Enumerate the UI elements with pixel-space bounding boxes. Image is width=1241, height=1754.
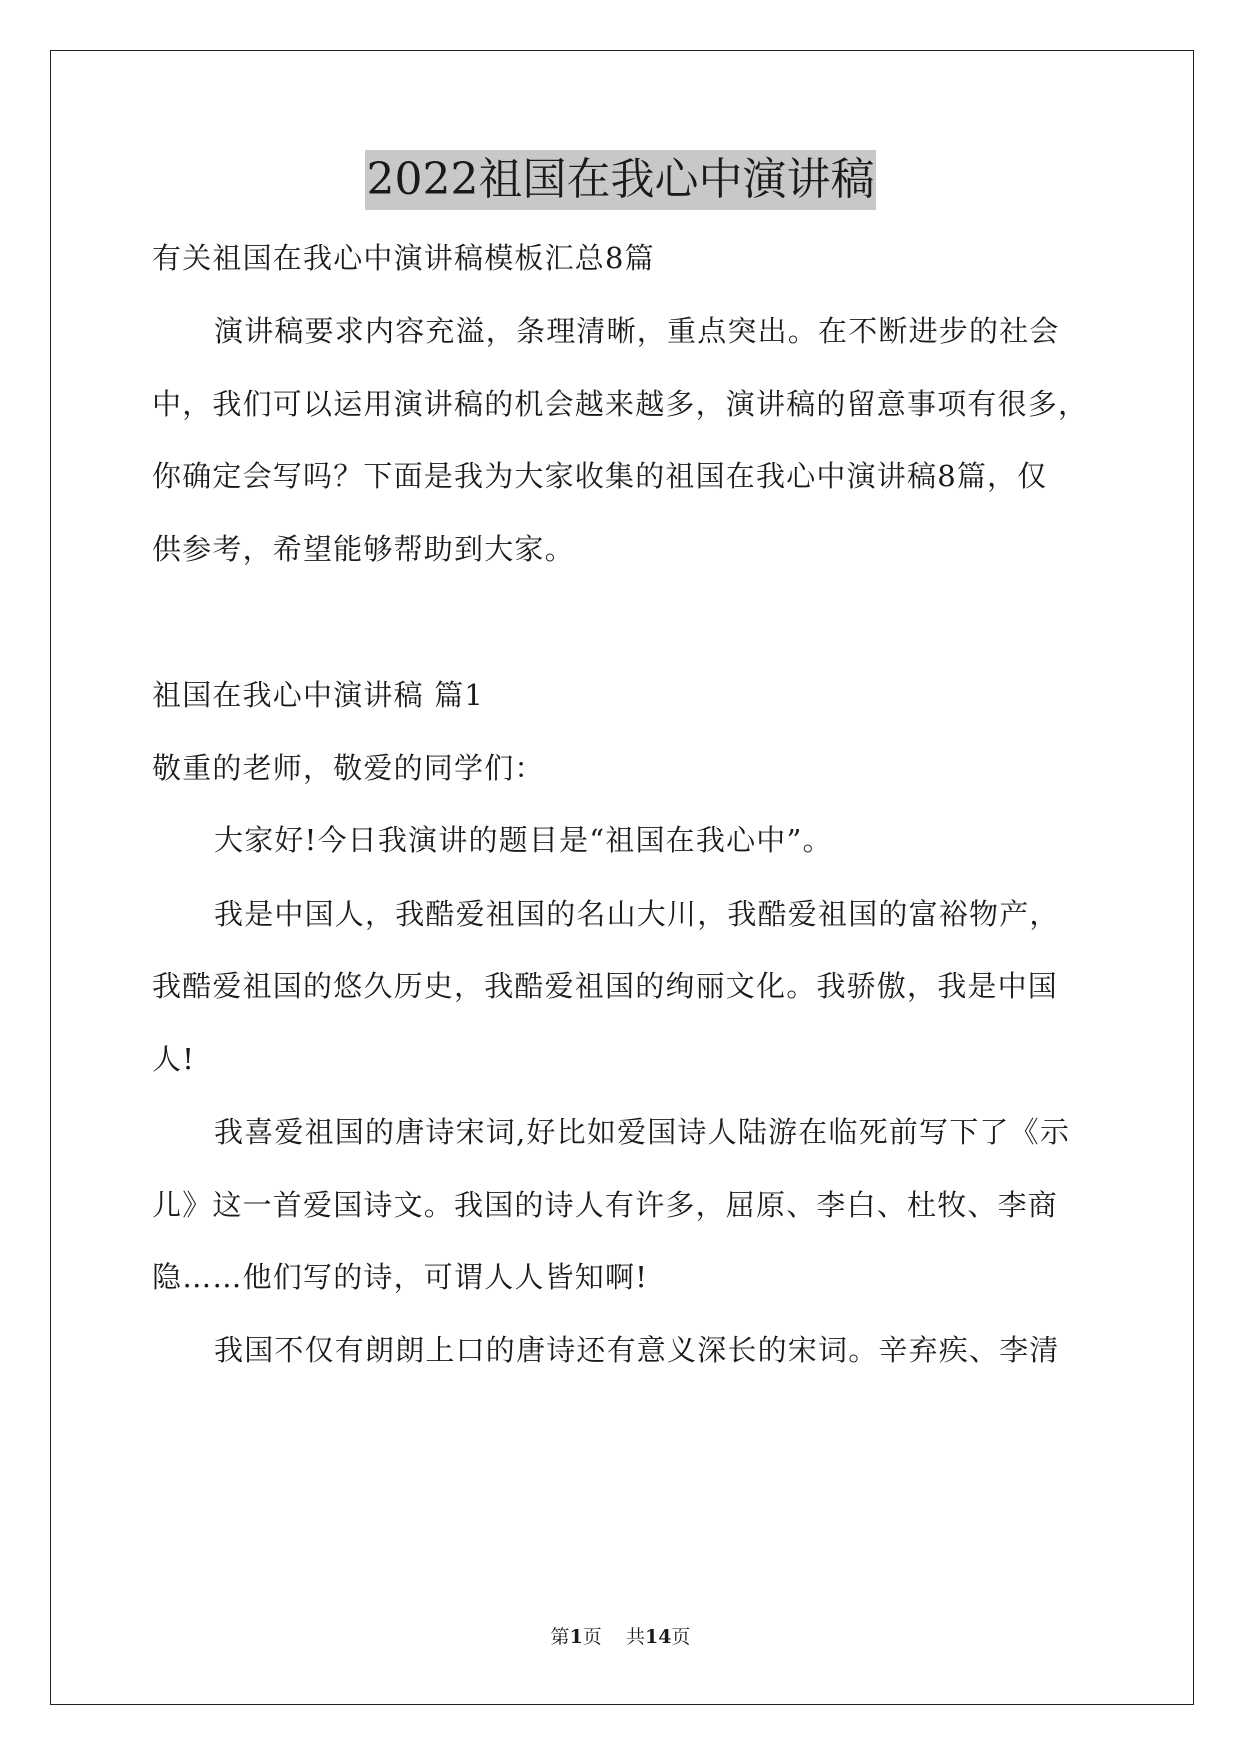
- footer-page-total: 14: [644, 1626, 672, 1648]
- footer-page-current: 1: [569, 1626, 583, 1648]
- document-subtitle: 有关祖国在我心中演讲稿模板汇总8篇: [152, 241, 655, 275]
- document-title: 2022祖国在我心中演讲稿: [365, 150, 877, 210]
- paragraph-line: 我国不仅有朗朗上口的唐诗还有意义深长的宋词。辛弃疾、李清: [214, 1333, 1060, 1367]
- paragraph-line: 大家好!今日我演讲的题目是“祖国在我心中”。: [214, 823, 833, 857]
- paragraph-line: 中，我们可以运用演讲稿的机会越来越多，演讲稿的留意事项有很多，: [152, 387, 1089, 421]
- paragraph-line: 供参考，希望能够帮助到大家。: [152, 532, 575, 566]
- paragraph-line: 隐……他们写的诗，可谓人人皆知啊!: [152, 1260, 649, 1294]
- footer-suffix: 页: [671, 1626, 691, 1648]
- paragraph-line: 演讲稿要求内容充溢，条理清晰，重点突出。在不断进步的社会: [214, 314, 1060, 348]
- paragraph-line: 我是中国人，我酷爱祖国的名山大川，我酷爱祖国的富裕物产，: [214, 897, 1060, 931]
- page-border: [50, 50, 1194, 1705]
- paragraph-line: 我喜爱祖国的唐诗宋词,好比如爱国诗人陆游在临死前写下了《示: [214, 1115, 1071, 1149]
- footer-mid: 页 共: [582, 1626, 645, 1648]
- paragraph-line: 你确定会写吗？下面是我为大家收集的祖国在我心中演讲稿8篇，仅: [152, 459, 1048, 493]
- paragraph-line: 我酷爱祖国的悠久历史，我酷爱祖国的绚丽文化。我骄傲，我是中国: [152, 969, 1059, 1003]
- paragraph-line: 人!: [152, 1042, 196, 1076]
- footer-prefix: 第: [550, 1626, 570, 1648]
- paragraph-line: 儿》这一首爱国诗文。我国的诗人有许多，屈原、李白、杜牧、李商: [152, 1188, 1059, 1222]
- salutation: 敬重的老师，敬爱的同学们：: [152, 751, 545, 785]
- page-footer: [0, 1622, 1241, 1649]
- title-wrap: [0, 150, 1241, 210]
- section-heading: 祖国在我心中演讲稿 篇1: [152, 678, 485, 712]
